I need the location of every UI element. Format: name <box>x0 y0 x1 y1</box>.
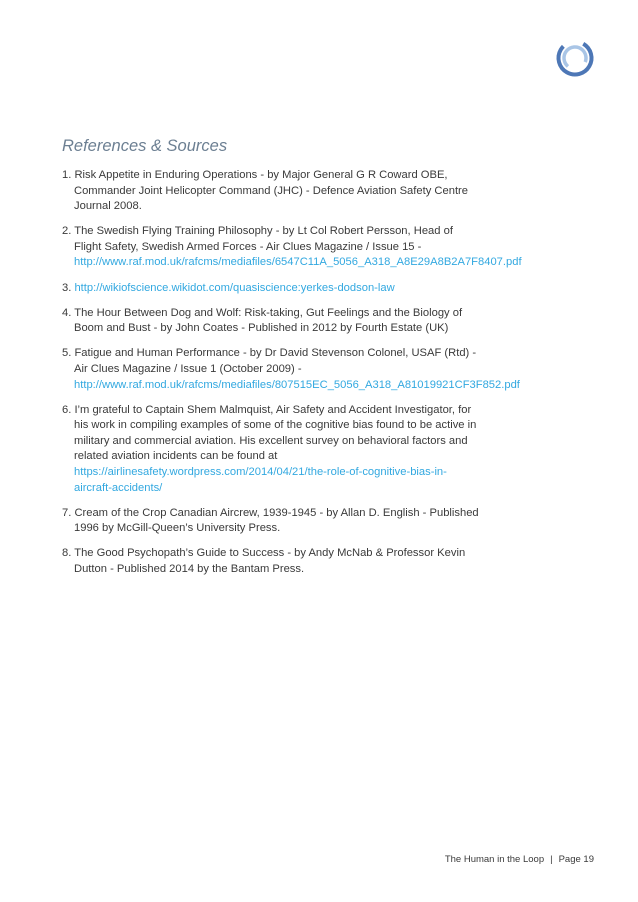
reference-link[interactable]: http://www.raf.mod.uk/rafcms/mediafiles/807515EC_5056_A318_A81019921CF3F852.pdf <box>74 378 520 391</box>
logo-outer-arc <box>555 38 595 78</box>
reference-link[interactable]: https://airlinesafety.wordpress.com/2014/04/21/the-role-of-cognitive-bias-in-aircraft-accidents/ <box>74 466 447 494</box>
reference-item <box>62 168 482 215</box>
reference-item <box>62 546 482 577</box>
page-footer <box>445 854 594 865</box>
reference-text: 2. The Swedish Flying Training Philosophy - by Lt Col Robert Persson, Head of Flight Safety, Swedish Armed Forces - Air Clues Magazine / Issue 15 - <box>62 225 453 253</box>
page-heading: References & Sources <box>62 137 228 155</box>
reference-item <box>62 346 520 393</box>
footer-title: The Human in the Loop <box>444 854 545 865</box>
reference-link[interactable]: http://www.raf.mod.uk/rafcms/mediafiles/6547C11A_5056_A318_A8E29A8B2A7F8407.pdf <box>74 256 522 269</box>
ring-arc-logo-icon <box>555 38 595 78</box>
reference-item <box>62 506 482 537</box>
reference-text: 5. Fatigue and Human Performance - by Dr David Stevenson Colonel, USAF (Rtd) - Air Clues Magazine / Issue 1 (October 2009) - <box>62 347 477 375</box>
reference-item <box>62 306 482 337</box>
reference-text: 3. <box>62 281 75 294</box>
reference-item <box>62 224 522 271</box>
footer-separator: | <box>550 854 553 865</box>
reference-text: 8. The Good Psychopath’s Guide to Success - by Andy McNab & Professor Kevin Dutton - Published 2014 by the Bantam Press. <box>62 547 466 575</box>
reference-text: 1. Risk Appetite in Enduring Operations - by Major General G R Coward OBE, Commander Joint Helicopter Command (JHC) - Defence Aviation Safety Centre Journal 2008. <box>62 169 469 213</box>
reference-item <box>62 281 482 297</box>
reference-text: 4. The Hour Between Dog and Wolf: Risk-taking, Gut Feelings and the Biology of Boom and Bust - by John Coates - Published in 2012 by Fourth Estate (UK) <box>62 306 463 335</box>
reference-link[interactable]: http://wikiofscience.wikidot.com/quasiscience:yerkes-dodson-law <box>74 281 395 294</box>
reference-text: 7. Cream of the Crop Canadian Aircrew, 1939-1945 - by Allan D. English - Published 1996 by McGill-Queen’s University Press. <box>62 506 479 535</box>
reference-list <box>62 168 522 587</box>
reference-text: 6. I’m grateful to Captain Shem Malmquist, Air Safety and Accident Investigator, for his work in compiling examples of some of the cognitive bias found to be active in military and commercial aviation. His excellent survey on behavioral factors and related aviation incidents can be found at <box>62 403 477 463</box>
reference-item <box>62 403 482 497</box>
page-number: Page 19 <box>558 854 594 865</box>
